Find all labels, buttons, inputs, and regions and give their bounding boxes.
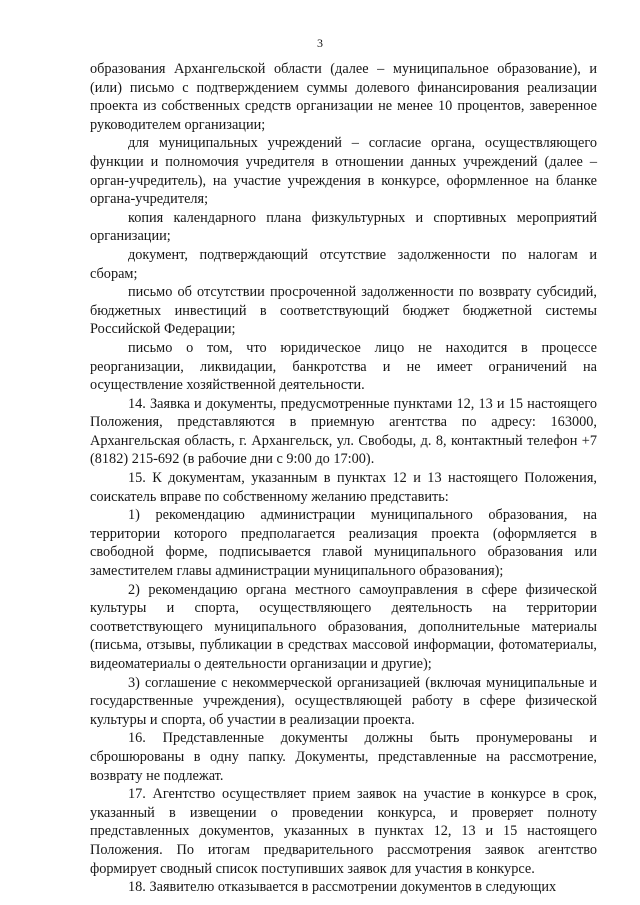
paragraph-no-reorganization: письмо о том, что юридическое лицо не находится в процессе реорганизации, ликвидации, банкротства и не имеет ограничений на осуществление хозяйственной деятельности. (90, 339, 597, 394)
paragraph-municipal-consent: для муниципальных учреждений – согласие органа, осуществляющего функции и полномочия учредителя в отношении данных учреждений (далее – орган-учредитель), на участие учреждения в конкурсе, оформленное на бланке органа-учредителя; (90, 135, 597, 208)
clause-18: 18. Заявителю отказывается в рассмотрении документов в следующих (128, 879, 557, 896)
clause-15-item-1: 1) рекомендацию администрации муниципального образования, на территории которого предполагается реализация проекта (оформляется в свободной форме, подписывается главой муниципального образования или заместителем главы администрации муниципального образования); (90, 507, 597, 580)
paragraph-continuation: образования Архангельской области (далее – муниципальное образование), и (или) письмо с подтверждением суммы долевого финансирования реализации проекта из собственных средств организации не менее 10 процентов, заверенное руководителем организации; (90, 61, 597, 133)
clause-15: 15. К документам, указанным в пунктах 12 и 13 настоящего Положения, соискатель вправе по собственному желанию представить: (90, 470, 597, 505)
clause-15-item-2: 2) рекомендацию органа местного самоуправления в сфере физической культуры и спорта, осуществляющего деятельность на территории соответствующего муниципального образования, дополнительные материалы (письма, отзывы, публикации в средствах массовой информации, фотоматериалы, видеоматериалы о деятельности организации и другие); (90, 581, 597, 672)
clause-16: 16. Представленные документы должны быть пронумерованы и сброшюрованы в одну папку. Документы, представленные на рассмотрение, возврату не подлежат. (90, 730, 597, 784)
paragraph-no-tax-debt: документ, подтверждающий отсутствие задолженности по налогам и сборам; (90, 246, 597, 282)
page-number: 3 (317, 36, 323, 50)
clause-14: 14. Заявка и документы, предусмотренные пунктами 12, 13 и 15 настоящего Положения, представляются в приемную агентства по адресу: 163000, Архангельская область, г. Архангельск, ул. Свободы, д. 8, контактный телефон +7 (8182) 215-692 (в рабочие дни с 9:00 до 17:00). (90, 395, 597, 468)
clause-15-item-3: 3) соглашение с некоммерческой организацией (включая муниципальные и государственные учреждения), осуществляющей работу в сфере физической культуры и спорта, об участии в реализации проекта. (90, 674, 597, 728)
clause-17: 17. Агентство осуществляет прием заявок на участие в конкурсе в срок, указанный в извещении о проведении конкурса, и проверяет полноту представленных документов, указанных в пунктах 12, 13 и 15 настоящего Положения. По итогам предварительного рассмотрения заявок агентство формирует сводный список поступивших заявок для участия в конкурсе. (90, 786, 597, 877)
body-text (90, 60, 597, 897)
paragraph-no-overdue-debt: письмо об отсутствии просроченной задолженности по возврату субсидий, бюджетных инвестиций в соответствующий бюджет бюджетной системы Российской Федерации; (90, 284, 597, 338)
paragraph-event-calendar: копия календарного плана физкультурных и спортивных мероприятий организации; (90, 209, 597, 245)
